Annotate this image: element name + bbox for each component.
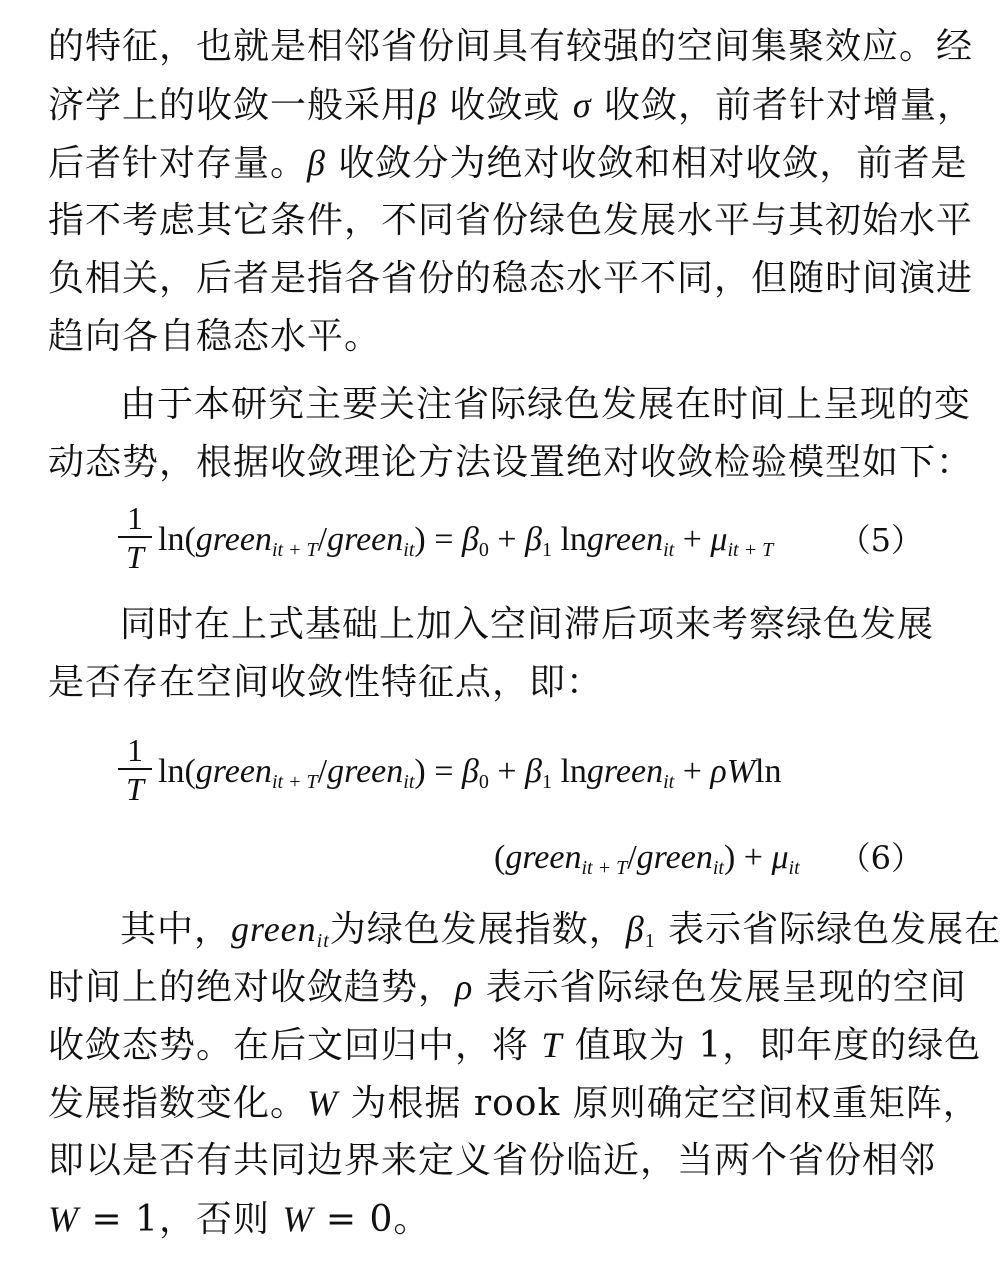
eq5-number: （5）	[838, 521, 923, 559]
p1-line-1: 的特征，也就是相邻省份间具有较强的空间集聚效应。经	[48, 26, 974, 67]
eq5-fraction: 1 T	[118, 500, 152, 574]
eq5-body: ln(green$_{it + T}$/green$_{it}$) = $\beta_0 + \beta_1$ lngreen$_{it}$ + $\mu_{it + T}$	[158, 521, 774, 561]
eq6-body-line-2: (green$_{it + T}$/green$_{it}$) + $\mu_{it}$	[494, 839, 800, 879]
p4-line-2: 时间上的绝对收敛趋势，ρ 表示省际绿色发展呈现的空间	[48, 967, 967, 1008]
eq6-number: （6）	[838, 839, 923, 877]
p3-line-1: 同时在上式基础上加入空间滞后项来考察绿色发展	[120, 604, 935, 645]
p1-line-3: 后者针对存量。β 收敛分为绝对收敛和相对收敛，前者是	[48, 143, 968, 184]
p2-line-2: 动态势，根据收敛理论方法设置绝对收敛检验模型如下：	[48, 442, 974, 483]
p4-line-4: 发展指数变化。W 为根据 rook 原则确定空间权重矩阵，	[48, 1083, 980, 1124]
p1-line-5: 负相关，后者是指各省份的稳态水平不同，但随时间演进	[48, 258, 974, 299]
p4-line-5: 即以是否有共同边界来定义省份临近，当两个省份相邻	[48, 1140, 937, 1181]
p1-line-6: 趋向各自稳态水平。	[48, 316, 382, 357]
p4-line-6: W = 1，否则 W = 0。	[48, 1199, 431, 1240]
p2-line-1: 由于本研究主要关注省际绿色发展在时间上呈现的变	[120, 384, 972, 425]
eq6-fraction: 1 T	[118, 732, 152, 806]
p4-line-3: 收敛态势。在后文回归中，将 T 值取为 1，即年度的绿色	[48, 1025, 982, 1066]
eq6-body-line-1: ln(green$_{it + T}$/green$_{it}$) = $\beta_0 + \beta_1$ lngreen$_{it}$ + ρWln	[158, 753, 782, 793]
p3-line-2: 是否存在空间收敛性特征点，即：	[48, 662, 604, 703]
p1-line-4: 指不考虑其它条件，不同省份绿色发展水平与其初始水平	[48, 200, 974, 241]
p4-line-1: 其中，green$_{it}$为绿色发展指数，$\beta_1$ 表示省际绿色发展在	[120, 909, 1001, 952]
p1-line-2: 济学上的收敛一般采用β 收敛或 σ 收敛，前者针对增量，	[48, 85, 975, 126]
